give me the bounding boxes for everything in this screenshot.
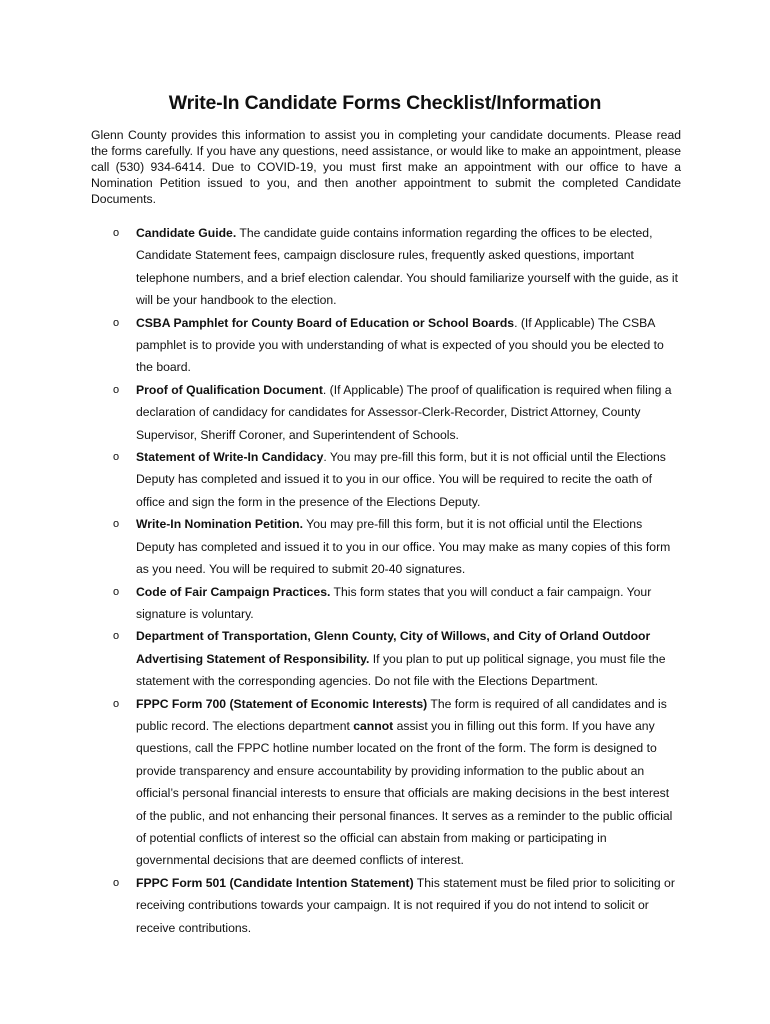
item-text: . (If Applicable) The CSBA pamphlet is to provide you with understanding of what is expected of you should you be elected to the board.: [136, 315, 664, 375]
bullet-icon: o: [113, 876, 120, 889]
list-item-fair-campaign-practices: [0, 581, 680, 626]
item-text: assist you in filling out this form. If you have any questions, call the FPPC hotline number located on the front of the form. The form is designed to provide transparency and ensure accountability by providing information to the public about an official’s personal financial interests to ensure that officials are making decisions in the best interest of the public, and not enhancing their personal finances. It serves as a reminder to the public official of potential conflicts of interest so the official can abstain from making or participating in governmental decisions that are deemed conflicts of interest.: [136, 718, 673, 868]
list-item-nomination-petition: [0, 513, 680, 580]
list-item-outdoor-advertising: [0, 625, 680, 692]
bullet-icon: o: [113, 227, 120, 239]
item-heading: Statement of Write-In Candidacy: [136, 450, 324, 465]
bullet-icon: o: [113, 316, 120, 329]
item-heading: Department of Transportation, Glenn County, City of Willows, and City of Orland Outdoor Advertising Statement of Responsibility.: [136, 629, 651, 666]
bullet-icon: o: [113, 630, 120, 643]
item-heading: FPPC Form 501 (Candidate Intention Statement): [136, 875, 414, 890]
item-heading: Candidate Guide.: [136, 226, 237, 240]
item-text: The candidate guide contains information regarding the offices to be elected, Candidate Statement fees, campaign disclosure rules, frequently asked questions, important telephone numbers, and a brief election calendar. You should familiarize yourself with the guide, as it will be your handbook to the election.: [136, 226, 679, 308]
item-emphasis: cannot: [353, 718, 394, 733]
bullet-icon: o: [113, 383, 120, 396]
list-item-candidate-guide: [0, 222, 680, 312]
item-text: If you plan to put up political signage, you must file the statement with the corresponding agencies. Do not file with the Elections Department.: [136, 651, 666, 689]
item-heading: Code of Fair Campaign Practices.: [136, 584, 331, 599]
list-item-fppc-form-501: [0, 872, 680, 939]
bullet-icon: o: [113, 697, 120, 710]
item-text: This statement must be filed prior to soliciting or receiving contributions towards your campaign. It is not required if you do not intend to solicit or receive contributions.: [136, 875, 675, 935]
list-item-fppc-form-700: [0, 693, 680, 872]
item-text: You may pre-fill this form, but it is not official until the Elections Deputy has completed and issued it to you in our office. You may make as many copies of this form as you need. You will be required to submit 20-40 signatures.: [136, 517, 671, 577]
bullet-icon: o: [113, 585, 120, 598]
item-heading: FPPC Form 700 (Statement of Economic Interests): [136, 696, 428, 711]
forms-checklist: [0, 222, 770, 939]
list-item-statement-of-write-in: [0, 446, 680, 513]
item-heading: Write-In Nomination Petition.: [136, 517, 304, 532]
item-text: The form is required of all candidates and is public record. The elections department: [136, 696, 667, 733]
item-heading: Proof of Qualification Document: [136, 382, 323, 397]
bullet-icon: o: [113, 518, 120, 531]
intro-paragraph: Glenn County provides this information to assist you in completing your candidate documents. Please read the forms carefully. If you have any questions, need assistance, or would like to make an appointment, please call (530) 934-6414. Due to COVID-19, you must first make an appointment with our office to have a Nomination Petition issued to you, and then another appointment to submit the completed Candidate Documents.: [91, 128, 681, 206]
list-item-proof-of-qualification: [0, 379, 680, 446]
item-text: . You may pre-fill this form, but it is not official until the Elections Deputy has completed and issued it to you in our office. You will be required to recite the oath of office and sign the form in the presence of the Elections Deputy.: [136, 450, 666, 509]
bullet-icon: o: [113, 451, 120, 464]
page-title: Write-In Candidate Forms Checklist/Information: [168, 92, 602, 114]
item-text: . (If Applicable) The proof of qualification is required when filing a declaration of candidacy for candidates for Assessor-Clerk-Recorder, District Attorney, County Supervisor, Sheriff Coroner, and Superintendent of Schools.: [136, 382, 672, 442]
list-item-csba-pamphlet: [0, 312, 680, 379]
item-heading: CSBA Pamphlet for County Board of Education or School Boards: [136, 315, 515, 330]
item-text: This form states that you will conduct a fair campaign. Your signature is voluntary.: [136, 584, 652, 621]
